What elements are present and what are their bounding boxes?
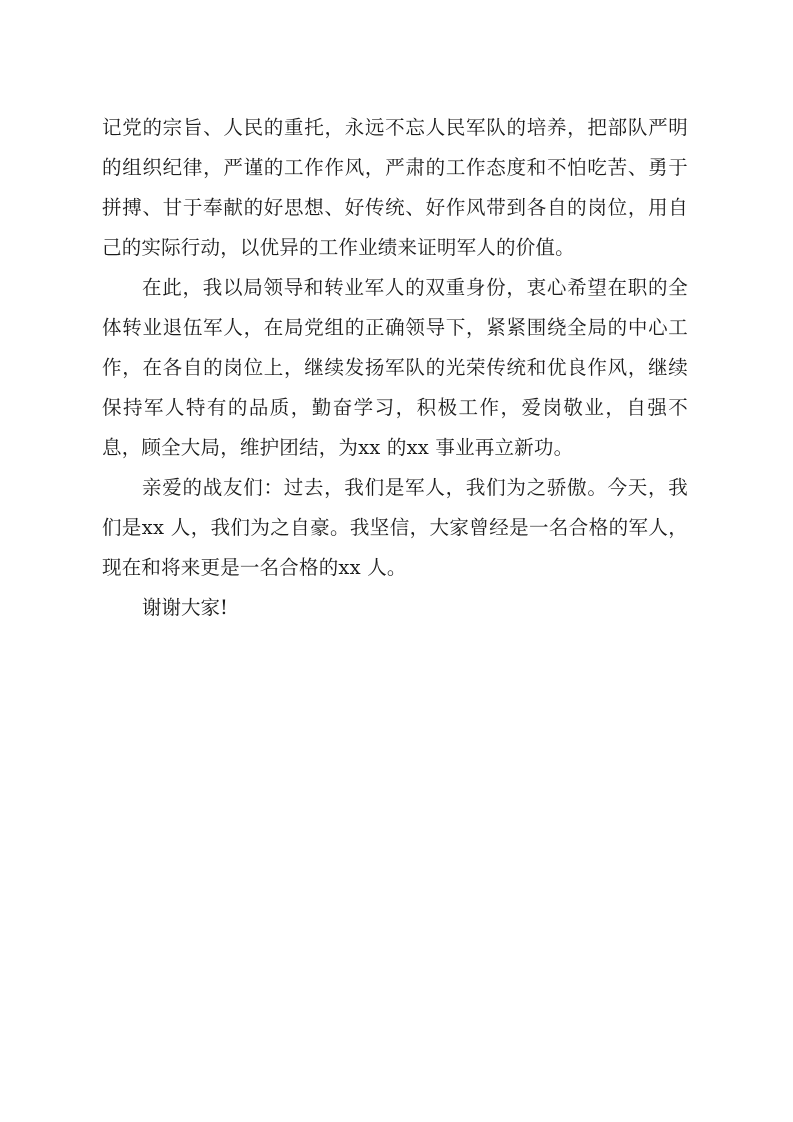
closing-line: 谢谢大家! [142,596,228,619]
document-body [102,108,688,628]
paragraph-3: 亲爱的战友们：过去，我们是军人，我们为之骄傲。今天，我们是xx 人，我们为之自豪。我坚信，大家曾经是一名合格的军人，现在和将来更是一名合格的xx 人。 [102,476,688,579]
paragraph-1: 记党的宗旨、人民的重托，永远不忘人民军队的培养，把部队严明的组织纪律，严谨的工作作风，严肃的工作态度和不怕吃苦、勇于拼搏、甘于奉献的好思想、好传统、好作风带到各自的岗位，用自己的实际行动，以优异的工作业绩来证明军人的价值。 [102,116,688,259]
paragraph-2: 在此，我以局领导和转业军人的双重身份，衷心希望在职的全体转业退伍军人，在局党组的正确领导下，紧紧围绕全局的中心工作，在各自的岗位上，继续发扬军队的光荣传统和优良作风，继续保持军人特有的品质，勤奋学习，积极工作，爱岗敬业，自强不息，顾全大局，维护团结，为xx 的xx 事业再立新功。 [102,276,688,459]
